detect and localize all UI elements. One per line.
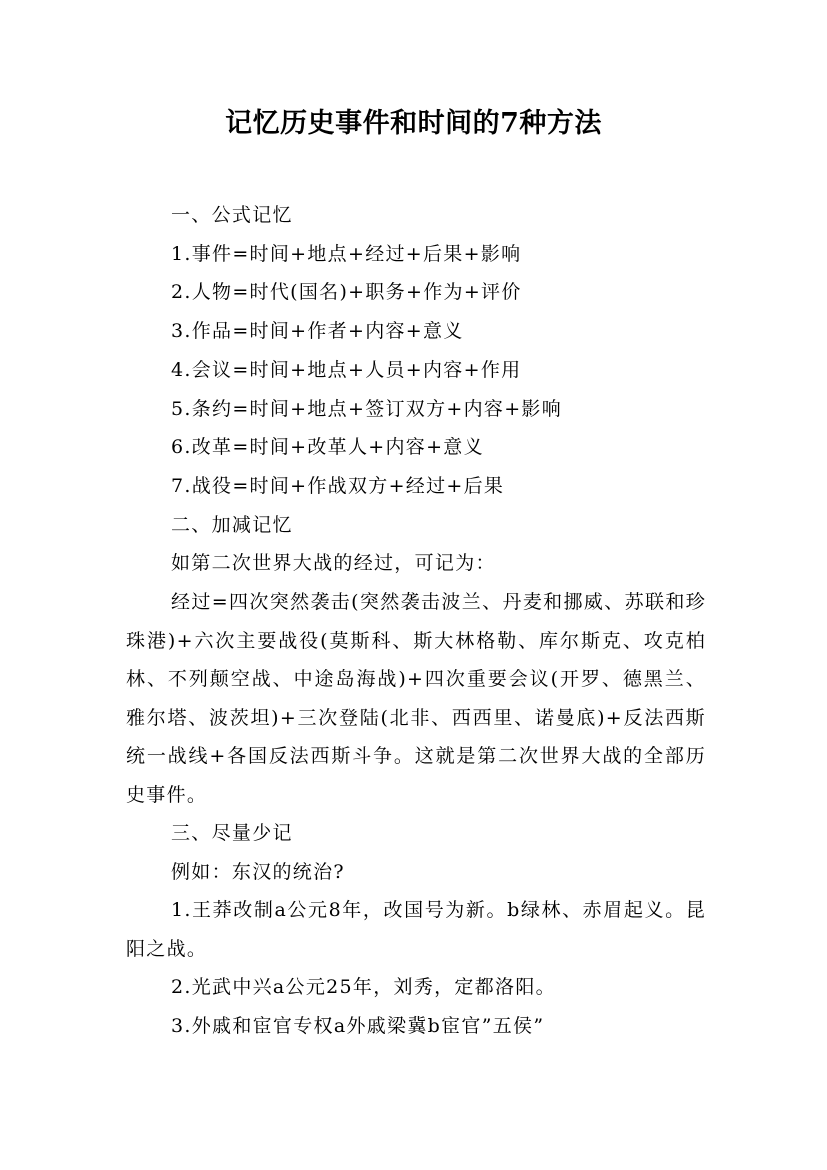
- document-body: [126, 196, 706, 1046]
- section-heading-2: 二、加减记忆: [171, 513, 293, 536]
- document-title: 记忆历史事件和时间的7种方法: [225, 108, 602, 139]
- list-item: 1.王莽改制a公元8年，改国号为新。b绿林、赤眉起义。昆阳之战。: [126, 899, 706, 960]
- list-item: 3.作品=时间+作者+内容+意义: [171, 320, 464, 343]
- section-heading-3: 三、尽量少记: [171, 822, 293, 845]
- paragraph: 如第二次世界大战的经过，可记为：: [171, 552, 496, 575]
- list-item: 5.条约=时间+地点+签订双方+内容+影响: [171, 397, 563, 420]
- paragraph-ww2-summary: 经过=四次突然袭击(突然袭击波兰、丹麦和挪威、苏联和珍珠港)+六次主要战役(莫斯科、斯大林格勒、库尔斯克、攻克柏林、不列颠空战、中途岛海战)+四次重要会议(开罗、德黑兰、雅尔塔、波茨坦)+三次登陆(北非、西西里、诺曼底)+反法西斯统一战线+各国反法西斯斗争。这就是第二次世界大战的全部历史事件。: [126, 591, 706, 806]
- list-item: 1.事件=时间+地点+经过+后果+影响: [171, 242, 522, 265]
- paragraph: 例如：东汉的统治?: [171, 860, 345, 883]
- section-heading-1: 一、公式记忆: [171, 204, 293, 226]
- list-item: 6.改革=时间+改革人+内容+意义: [171, 436, 484, 459]
- list-item: 4.会议=时间+地点+人员+内容+作用: [171, 358, 522, 381]
- list-item: 2.人物=时代(国名)+职务+作为+评价: [171, 281, 522, 304]
- list-item: 3.外戚和宦官专权a外戚梁冀b宦官”五侯”: [171, 1015, 545, 1038]
- list-item: 7.战役=时间+作战双方+经过+后果: [171, 474, 505, 497]
- list-item: 2.光武中兴a公元25年，刘秀，定都洛阳。: [171, 976, 556, 999]
